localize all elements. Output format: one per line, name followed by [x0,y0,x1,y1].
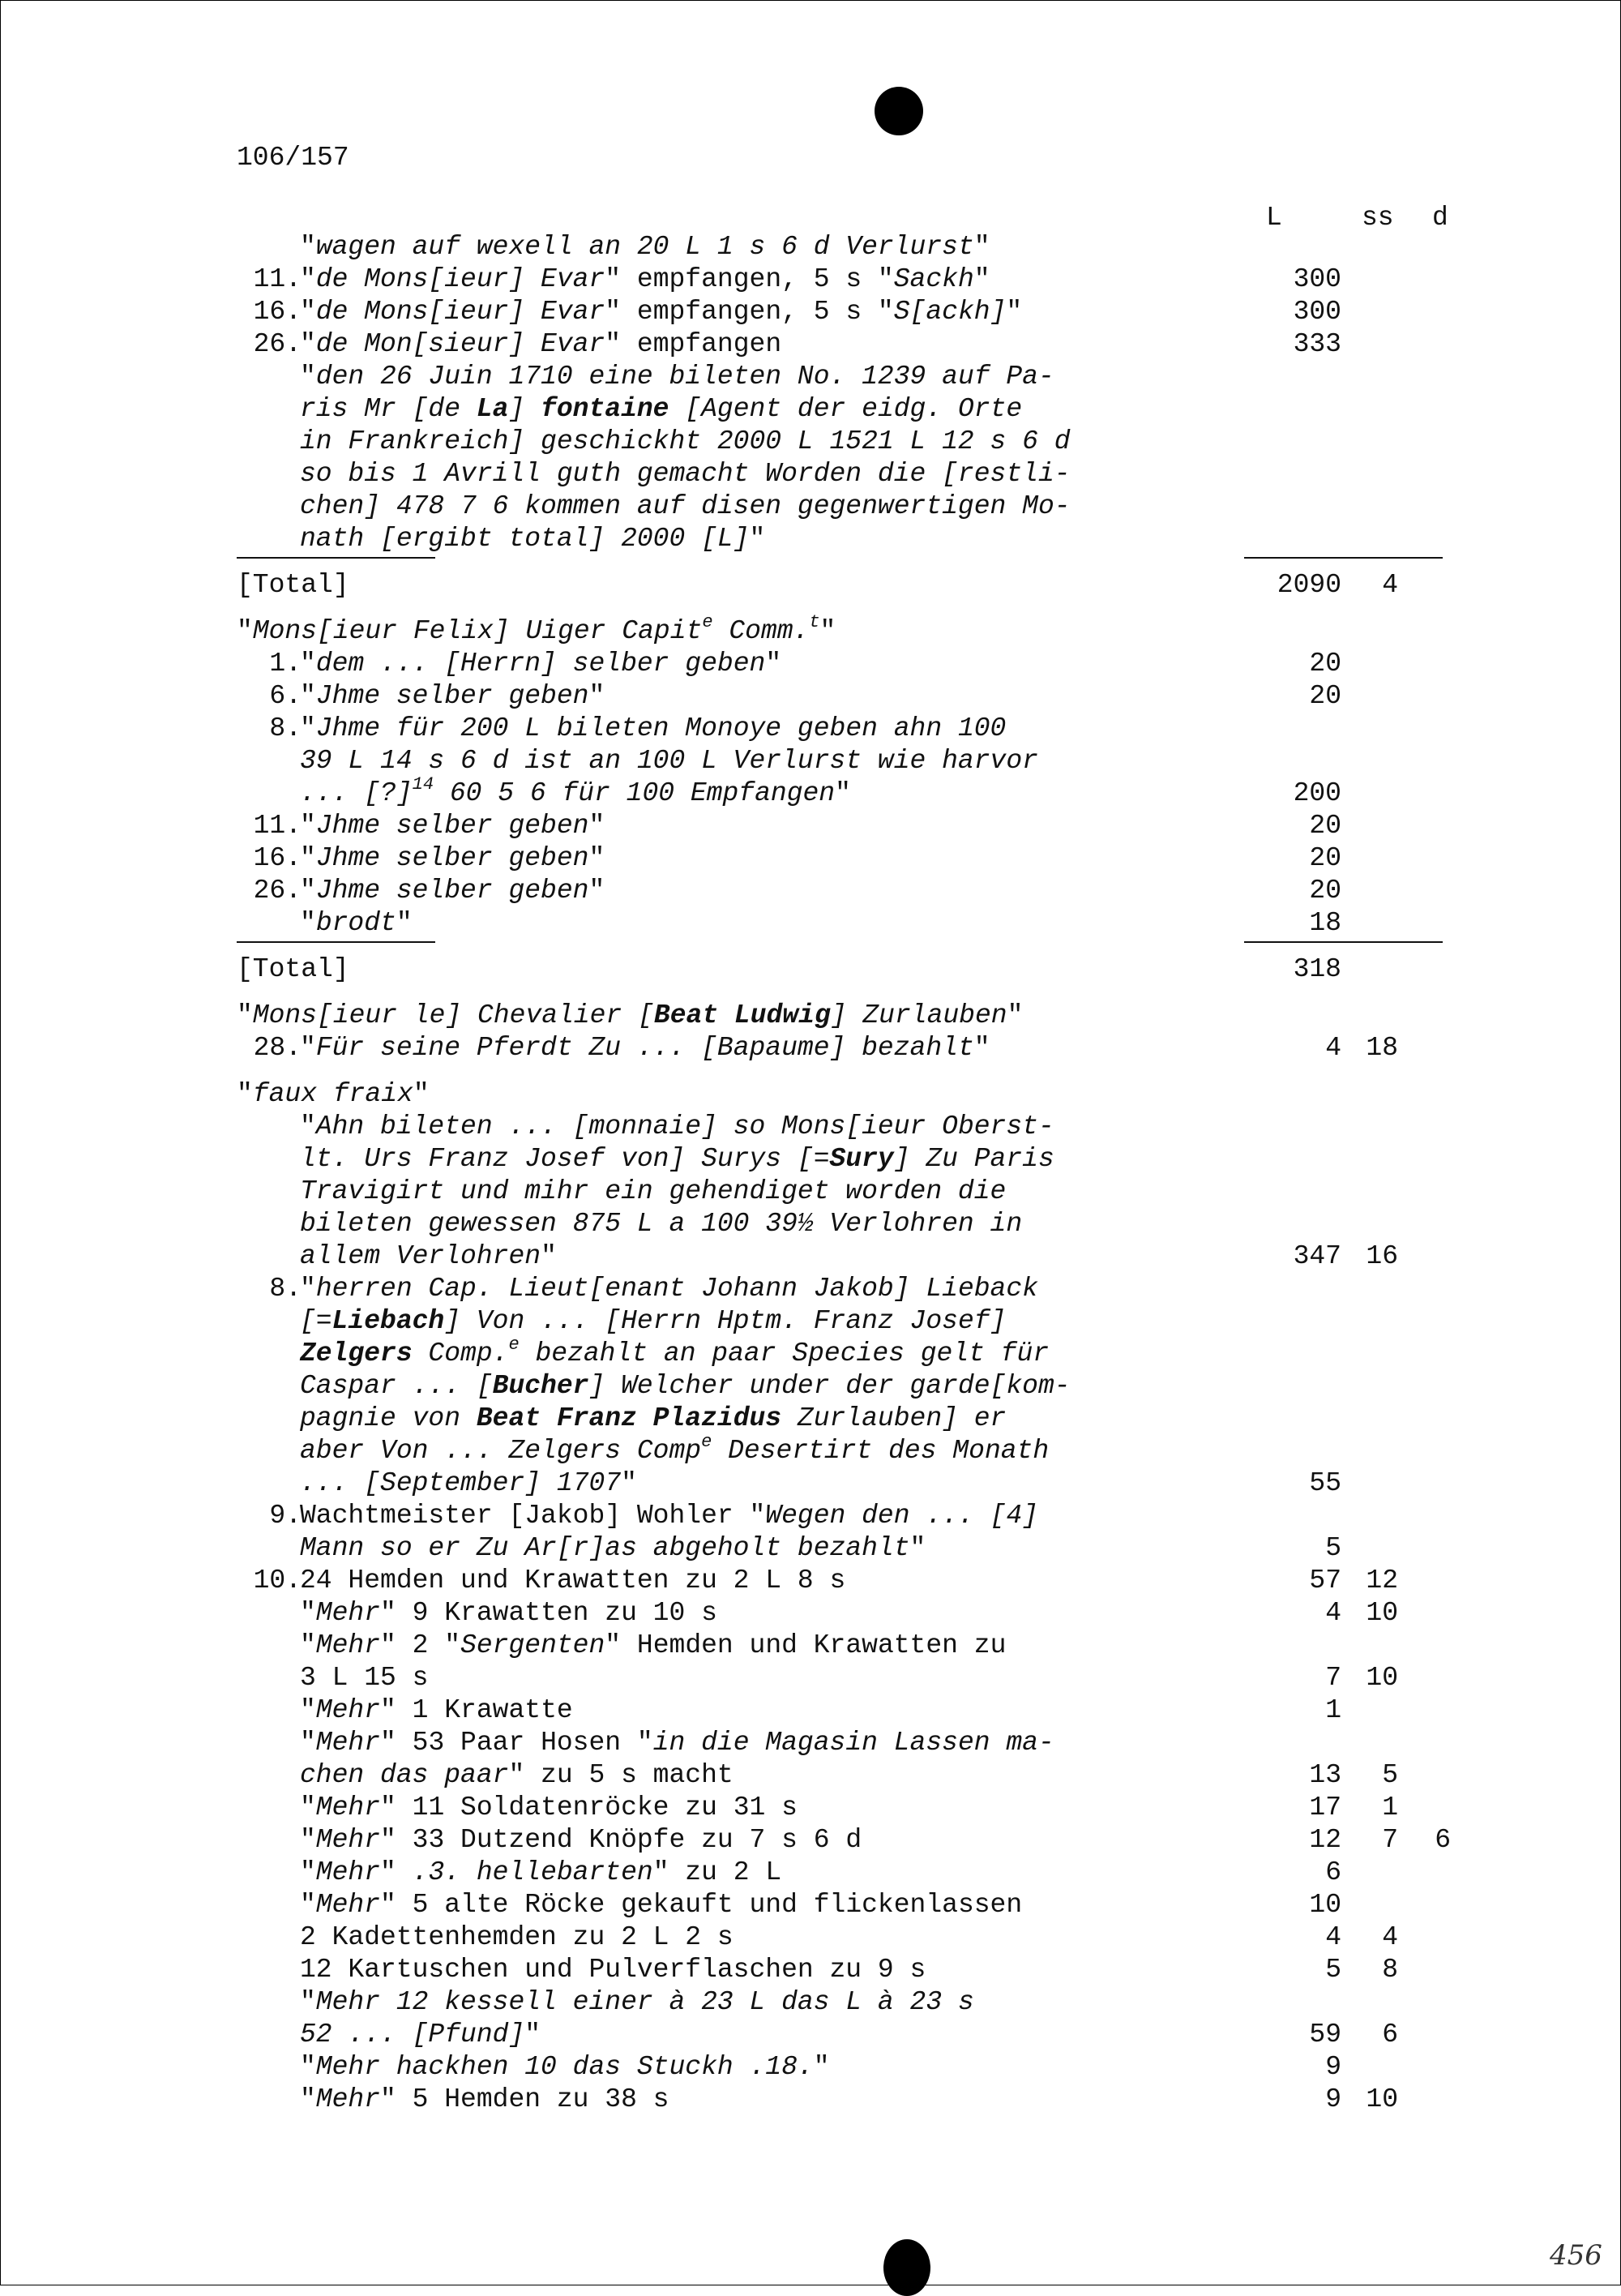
entry-text: [=Liebach] Von ... [Herrn Hptm. Franz Josef] [300,1306,1007,1336]
ledger-line [0,774,1621,811]
document-number: 106/157 [237,143,349,173]
entry-text: "dem ... [Herrn] selber geben" [300,649,782,679]
ledger-line [0,649,1621,681]
amount-pounds: 318 [1293,954,1341,984]
entry-text: "Mehr" 2 "Sergenten" Hemden und Krawatten zu [300,1630,1007,1660]
amount-shillings: 16 [1366,1241,1398,1271]
amount-pounds: 17 [1309,1793,1341,1823]
ledger-line [0,1112,1621,1144]
entry-text: 12 Kartuschen und Pulverflaschen zu 9 s [300,1955,926,1985]
ledger-line [0,1403,1621,1436]
entry-text: "Mehr 12 kessell einer à 23 L das L à 23 s [300,1987,974,2017]
entry-text: pagnie von Beat Franz Plazidus Zurlauben] er [300,1403,1007,1433]
day-number: 1. [269,649,302,679]
entry-text: so bis 1 Avrill guth gemacht Worden die [restli- [300,459,1071,489]
ledger-line [0,1566,1621,1598]
punch-hole-bottom [883,2239,930,2296]
ledger-line [0,1760,1621,1793]
ledger-line [0,362,1621,394]
entry-text: nath [ergibt total] 2000 [L]" [300,524,766,554]
total-label: [Total] [237,570,349,600]
ledger-line [0,1432,1621,1468]
entry-text: "Ahn bileten ... [monnaie] so Mons[ieur Oberst- [300,1112,1054,1142]
ledger-line [0,1306,1621,1339]
column-header-pence: d [1432,203,1448,233]
amount-shillings: 18 [1366,1033,1398,1063]
entry-text: "Mehr" 53 Paar Hosen "in die Magasin Lassen ma- [300,1728,1054,1758]
ledger-line [0,1176,1621,1209]
entry-text: "Für seine Pferdt Zu ... [Bapaume] bezahlt" [300,1033,990,1063]
entry-text: "brodt" [300,908,413,938]
amount-shillings: 4 [1382,570,1398,600]
ledger-line [0,264,1621,297]
section-heading [0,612,1621,649]
amount-pounds: 55 [1309,1468,1341,1498]
entry-text: "faux fraix" [237,1079,430,1109]
amount-pounds: 333 [1293,329,1341,359]
entry-text: "Mehr" 5 Hemden zu 38 s [300,2084,669,2114]
ledger-line [0,459,1621,491]
day-number: 11. [253,811,302,841]
entry-text: "de Mon[sieur] Evar" empfangen [300,329,782,359]
ledger-line [0,1144,1621,1176]
ledger-line [0,1857,1621,1890]
ledger-line [0,329,1621,362]
day-number: 16. [253,843,302,873]
section-heading [0,1000,1621,1033]
entry-text: "Jhme selber geben" [300,811,605,841]
ledger-line [0,1630,1621,1663]
amount-shillings: 4 [1382,1922,1398,1952]
amount-shillings: 10 [1366,1598,1398,1628]
ledger-line [0,876,1621,908]
ledger-line [0,811,1621,843]
amount-pence: 6 [1435,1825,1451,1855]
amount-pounds: 18 [1309,908,1341,938]
ledger-line [0,1955,1621,1987]
amount-pounds: 2090 [1277,570,1341,600]
entry-text: "den 26 Juin 1710 eine bileten No. 1239 auf Pa- [300,362,1054,392]
amount-shillings: 7 [1382,1825,1398,1855]
entry-text: "wagen auf wexell an 20 L 1 s 6 d Verlurst" [300,232,990,262]
ledger-line [0,2052,1621,2084]
ledger-line [0,681,1621,713]
entry-text: "herren Cap. Lieut[enant Johann Jakob] Lieback [300,1274,1038,1304]
entry-text: "de Mons[ieur] Evar" empfangen, 5 s "S[ackh]" [300,297,1023,327]
entry-text: "Jhme für 200 L bileten Monoye geben ahn 100 [300,713,1007,743]
amount-pounds: 200 [1293,778,1341,808]
entry-text: 39 L 14 s 6 d ist an 100 L Verlurst wie harvor [300,746,1038,776]
total-rule [1244,557,1443,559]
amount-pounds: 7 [1325,1663,1341,1693]
amount-pounds: 347 [1293,1241,1341,1271]
amount-pounds: 20 [1309,843,1341,873]
total-label: [Total] [237,954,349,984]
entry-text: 52 ... [Pfund]" [300,2020,541,2050]
entry-text: Zelgers Comp.$^e$ bezahlt an paar Species gelt für [300,1334,1050,1369]
amount-pounds: 4 [1325,1598,1341,1628]
ledger-line [0,1241,1621,1274]
amount-pounds: 13 [1309,1760,1341,1790]
amount-shillings: 10 [1366,2084,1398,2114]
amount-shillings: 6 [1382,2020,1398,2050]
entry-text: "Mehr" 11 Soldatenröcke zu 31 s [300,1793,798,1823]
punch-hole-top [875,87,923,135]
entry-text: Caspar ... [Bucher] Welcher under der garde[kom- [300,1371,1071,1401]
ledger-line [0,1033,1621,1065]
ledger-line [0,1663,1621,1695]
day-number: 11. [253,264,302,294]
ledger-line [0,1728,1621,1760]
day-number: 16. [253,297,302,327]
ledger-line [0,1468,1621,1501]
entry-text: allem Verlohren" [300,1241,557,1271]
entry-text: ris Mr [de La] fontaine [Agent der eidg. Orte [300,394,1023,424]
entry-text: ... [?]$^{14}$ 60 5 6 für 100 Empfangen" [300,774,851,808]
amount-shillings: 8 [1382,1955,1398,1985]
amount-pounds: 6 [1325,1857,1341,1887]
entry-text: 2 Kadettenhemden zu 2 L 2 s [300,1922,734,1952]
amount-shillings: 5 [1382,1760,1398,1790]
ledger-line [0,1533,1621,1566]
amount-pounds: 57 [1309,1566,1341,1596]
amount-pounds: 12 [1309,1825,1341,1855]
ledger-line [0,1890,1621,1922]
entry-text: "de Mons[ieur] Evar" empfangen, 5 s "Sackh" [300,264,990,294]
amount-pounds: 20 [1309,876,1341,906]
day-number: 6. [269,681,302,711]
amount-pounds: 300 [1293,297,1341,327]
ledger-line [0,2084,1621,2117]
amount-shillings: 10 [1366,1663,1398,1693]
ledger-line [0,746,1621,778]
entry-text: chen das paar" zu 5 s macht [300,1760,734,1790]
ledger-line [0,1825,1621,1857]
amount-pounds: 5 [1325,1955,1341,1985]
section-rule [237,557,435,559]
ledger-line [0,297,1621,329]
day-number: 26. [253,876,302,906]
amount-pounds: 4 [1325,1033,1341,1063]
entry-text: in Frankreich] geschickht 2000 L 1521 L 12 s 6 d [300,426,1071,456]
amount-pounds: 5 [1325,1533,1341,1563]
entry-text: "Mehr" 9 Krawatten zu 10 s [300,1598,717,1628]
ledger-line [0,491,1621,524]
ledger-line [0,1793,1621,1825]
entry-text: lt. Urs Franz Josef von] Surys [=Sury] Zu Paris [300,1144,1054,1174]
amount-pounds: 10 [1309,1890,1341,1920]
entry-text: "Jhme selber geben" [300,843,605,873]
amount-pounds: 9 [1325,2052,1341,2082]
amount-pounds: 20 [1309,681,1341,711]
entry-text: bileten gewessen 875 L a 100 39½ Verlohren in [300,1209,1023,1239]
entry-text: 3 L 15 s [300,1663,429,1693]
entry-text: "Mehr" 5 alte Röcke gekauft und flickenlassen [300,1890,1023,1920]
day-number: 9. [269,1501,302,1531]
ledger-line [0,2020,1621,2052]
entry-text: "Mehr" .3. hellebarten" zu 2 L [300,1857,782,1887]
ledger-line [0,1598,1621,1630]
ledger-line [0,1501,1621,1533]
entry-text: "Jhme selber geben" [300,876,605,906]
ledger-line [0,1922,1621,1955]
amount-pounds: 1 [1325,1695,1341,1725]
ledger-line [0,843,1621,876]
entry-text: chen] 478 7 6 kommen auf disen gegenwertigen Mo- [300,491,1071,521]
amount-pounds: 20 [1309,649,1341,679]
entry-text: "Jhme selber geben" [300,681,605,711]
ledger-line [0,1334,1621,1371]
total-rule [1244,941,1443,943]
day-number: 8. [269,1274,302,1304]
entry-text: "Mehr" 1 Krawatte [300,1695,573,1725]
ledger-line [0,1695,1621,1728]
amount-pounds: 9 [1325,2084,1341,2114]
ledger-content [0,232,1621,2117]
entry-text: Mann so er Zu Ar[r]as abgeholt bezahlt" [300,1533,926,1563]
amount-pounds: 300 [1293,264,1341,294]
section-heading [0,1079,1621,1112]
amount-shillings: 12 [1366,1566,1398,1596]
page-number-handwritten: 456 [1550,2239,1602,2272]
entry-text: Wachtmeister [Jakob] Wohler "Wegen den ... [4] [300,1501,1038,1531]
column-header-pounds: L [1266,203,1282,233]
column-header-shillings: ss [1362,203,1394,233]
day-number: 10. [253,1566,302,1596]
section-rule [237,941,435,943]
total-line [0,954,1621,987]
ledger-line [0,908,1621,940]
ledger-line [0,232,1621,264]
ledger-line [0,713,1621,746]
entry-text: "Mehr hackhen 10 das Stuckh .18." [300,2052,830,2082]
entry-text: "Mons[ieur Felix] Uiger Capit$^e$ Comm.$^t$" [237,612,836,646]
day-number: 28. [253,1033,302,1063]
amount-pounds: 59 [1309,2020,1341,2050]
entry-text: Travigirt und mihr ein gehendiget worden die [300,1176,1007,1206]
amount-shillings: 1 [1382,1793,1398,1823]
amount-pounds: 20 [1309,811,1341,841]
entry-text: ... [September] 1707" [300,1468,637,1498]
ledger-line [0,1987,1621,2020]
entry-text: aber Von ... Zelgers Comp$^e$ Desertirt des Monath [300,1432,1050,1466]
day-number: 26. [253,329,302,359]
ledger-line [0,1371,1621,1403]
ledger-line [0,1274,1621,1306]
ledger-line [0,1209,1621,1241]
ledger-line [0,426,1621,459]
entry-text: "Mons[ieur le] Chevalier [Beat Ludwig] Zurlauben" [237,1000,1024,1030]
day-number: 8. [269,713,302,743]
entry-text: 24 Hemden und Krawatten zu 2 L 8 s [300,1566,846,1596]
entry-text: "Mehr" 33 Dutzend Knöpfe zu 7 s 6 d [300,1825,862,1855]
ledger-line [0,394,1621,426]
amount-pounds: 4 [1325,1922,1341,1952]
ledger-line [0,524,1621,556]
total-line [0,570,1621,602]
